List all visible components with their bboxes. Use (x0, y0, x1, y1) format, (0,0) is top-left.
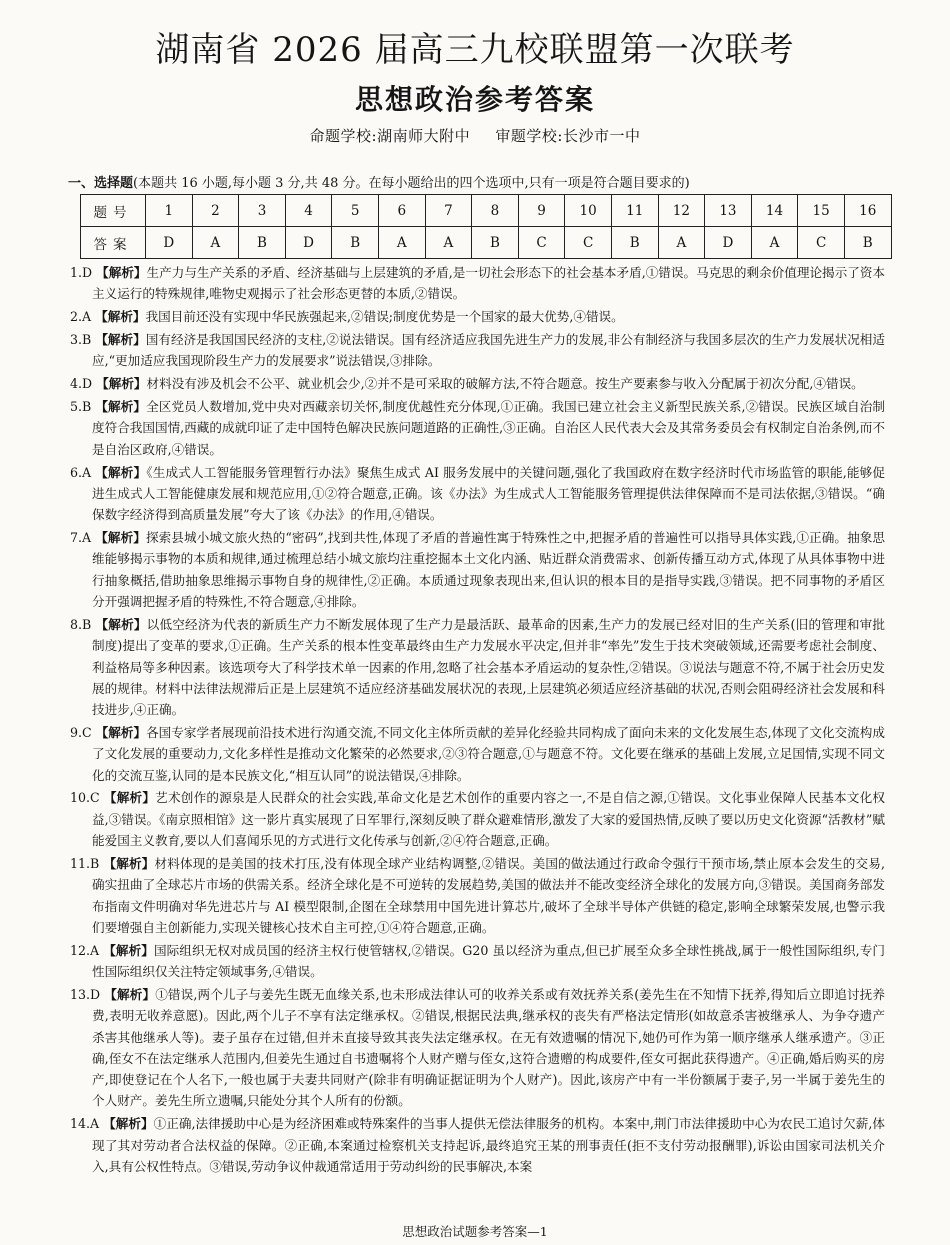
reviewer-school: 审题学校:长沙市一中 (495, 127, 641, 145)
question-number-cell: 6 (378, 195, 425, 227)
question-number-cell: 14 (751, 195, 798, 227)
analysis-tag: 【解析】 (96, 376, 147, 392)
item-number-answer: 12.A (70, 942, 100, 958)
analysis-tag: 【解析】 (96, 265, 147, 280)
explanation-list (70, 262, 885, 1179)
explanation-text: 国有经济是我国国民经济的支柱,②说法错误。国有经济适应我国先进生产力的发展,非公有制经济与我国多层次的生产力发展状况相适应,“更加适应我国现阶段生产力的发展要求”说法错误,③排除。 (92, 332, 886, 369)
answer-cell: A (378, 227, 425, 259)
explanation-item (70, 262, 885, 305)
analysis-tag: 【解析】 (95, 530, 146, 546)
answer-table-row-head: 题号 (81, 195, 146, 227)
question-number-cell: 16 (844, 195, 891, 227)
explanation-item (70, 373, 885, 394)
item-number-answer: 2.A (70, 309, 92, 325)
explanation-text: ①错误,两个儿子与姜先生既无血缘关系,也未形成法律认可的收养关系或有效抚养关系(姜先生在不知情下抚养,得知后立即追讨抚养费,表明无收养意愿)。因此,两个儿子不享有法定继承权。②错误,根据民法典,继承权的丧失有严格法定情形(如故意杀害被继承人、为争夺遗产杀害其他继承人等)。妻子虽存在过错,但并未直接导致其丧失法定继承权。在无有效遗嘱的情况下,她仍可作为第一顺序继承人继承遗产。③正确,侄女不在法定继承人范围内,但姜先生通过自书遗嘱将个人财产赠与侄女,这符合遗赠的构成要件,侄女可据此获得遗产。④正确,婚后购买的房产,即使登记在个人名下,一般也属于夫妻共同财产(除非有明确证据证明为个人财产)。因此,该房产中有一半份额属于妻子,另一半属于姜先生的个人财产。姜先生所立遗嘱,只能处分其个人所有的份额。 (92, 986, 885, 1109)
answer-cell: C (565, 227, 612, 259)
question-number-cell: 7 (425, 195, 472, 227)
answer-cell: B (332, 227, 379, 259)
explanation-item (70, 940, 885, 983)
explanation-item (70, 984, 885, 1112)
item-number-answer: 7.A (70, 530, 92, 546)
explanation-item (70, 722, 885, 786)
question-number-cell: 10 (565, 195, 612, 227)
explanation-text: 材料体现的是美国的技术打压,没有体现全球产业结构调整,②错误。美国的做法通过行政命令强行干预市场,禁止原本会发生的交易,确实扭曲了全球芯片市场的供需关系。经济全球化是不可逆转的发展趋势,美国的做法并不能改变经济全球化的发展方向,③错误。美国商务部发布指南文件明确对华先进芯片与 AI 模型限制,企图在全球禁用中国先进计算芯片,破坏了全球半导体产供链的稳定,影响全球繁荣发展,也警示我们要增强自主创新能力,实现关键核心技术自主可控,①④符合题意,正确。 (92, 855, 886, 935)
school-info (0, 125, 950, 146)
item-number-answer: 3.B (70, 332, 92, 348)
answer-cell: A (192, 227, 239, 259)
explanation-item (70, 329, 885, 372)
setter-school: 命题学校:湖南师大附中 (309, 127, 471, 145)
question-number-cell: 5 (332, 195, 379, 227)
explanation-item (70, 462, 885, 526)
item-number-answer: 4.D (70, 376, 93, 392)
explanation-item (70, 614, 885, 720)
answer-cell: B (239, 227, 286, 259)
item-number-answer: 5.B (70, 399, 92, 415)
explanation-text: 材料没有涉及机会不公平、就业机会少,②并不是可采取的破解方法,不符合题意。按生产要素参与收入分配属于初次分配,④错误。 (146, 376, 864, 392)
answer-table-number-row (81, 195, 892, 227)
question-number-cell: 13 (705, 195, 752, 227)
analysis-tag: 【解析】 (95, 332, 146, 348)
answer-table-answer-row (81, 227, 892, 259)
question-number-cell: 1 (146, 195, 193, 227)
answer-cell: A (751, 227, 798, 259)
explanation-item (70, 787, 885, 851)
exam-title: 湖南省 2026 届高三九校联盟第一次联考 (155, 30, 795, 70)
answer-cell: C (798, 227, 845, 259)
item-number-answer: 8.B (70, 616, 92, 632)
answer-cell: B (611, 227, 658, 259)
answer-table-row-head: 答案 (81, 227, 146, 259)
item-number-answer: 11.B (70, 855, 100, 871)
question-number-cell: 15 (798, 195, 845, 227)
analysis-tag: 【解析】 (95, 464, 147, 480)
analysis-tag: 【解析】 (104, 986, 156, 1002)
explanation-text: 各国专家学者展现前沿技术进行沟通交流,不同文化主体所贡献的差异化经验共同构成了面向未来的文化发展生态,体现了文化交流构成了文化发展的重要动力,文化多样性是推动文化繁荣的必然要求,②③符合题意,①与题意不符。文化要在继承的基础上发展,立足国情,实现不同文化的交流互鉴,认同的是本民族文化,“相互认同”的说法错误,④排除。 (92, 724, 885, 783)
question-number-cell: 2 (192, 195, 239, 227)
explanation-text: 生产力与生产关系的矛盾、经济基础与上层建筑的矛盾,是一切社会形态下的社会基本矛盾,①错误。马克思的剩余价值理论揭示了资本主义运行的特殊规律,唯物史观揭示了社会形态更替的本质,②错误。 (92, 265, 886, 302)
section-label: 一、选择题 (68, 176, 134, 191)
answer-cell: D (705, 227, 752, 259)
explanation-text: 我国目前还没有实现中华民族强起来,②错误;制度优势是一个国家的最大优势,④错误。 (145, 309, 624, 325)
explanation-item (70, 1113, 885, 1177)
document-subtitle: 思想政治参考答案 (354, 83, 595, 116)
page-footer: 思想政治试题参考答案—1 (402, 1224, 548, 1239)
analysis-tag: 【解析】 (103, 790, 156, 806)
explanation-text: 全区党员人数增加,党中央对西藏亲切关怀,制度优越性充分体现,①正确。我国已建立社会主义新型民族关系,②错误。民族区域自治制度符合我国国情,西藏的成就印证了走中国特色解决民族问题道路的正确性,③正确。自治区人民代表大会及其常务委员会有权制定自治条例,而不是自治区政府,④错误。 (92, 399, 885, 457)
answer-cell: B (844, 227, 891, 259)
item-number-answer: 1.D (70, 265, 93, 280)
section-description: (本题共 16 小题,每小题 3 分,共 48 分。在每小题给出的四个选项中,只有一项是符合题目要求的) (133, 176, 690, 191)
explanation-text: 艺术创作的源泉是人民群众的社会实践,革命文化是艺术创作的重要内容之一,不是自信之源,①错误。文化事业保障人民基本文化权益,③错误。《南京照相馆》这一影片真实展现了日军罪行,深刻反映了群众避难情形,激发了大家的爱国热情,反映了要以历史文化资源“活教材”赋能爱国主义教育,要以人们喜闻乐见的方式进行文化传承与创新,②④符合题意,正确。 (92, 790, 886, 849)
analysis-tag: 【解析】 (95, 399, 147, 415)
explanation-item (70, 853, 885, 938)
answer-cell: D (285, 227, 332, 259)
answer-cell: D (146, 227, 193, 259)
analysis-tag: 【解析】 (95, 616, 147, 632)
answer-cell: B (472, 227, 519, 259)
explanation-text: 探索县城小城文旅火热的“密码”,找到共性,体现了矛盾的普遍性寓于特殊性之中,把握矛盾的普遍性可以指导具体实践,①正确。抽象思维能够揭示事物的本质和规律,通过梳理总结小城文旅均注重挖掘本土文化内涵、贴近群众消费需求、创新传播互动方式,体现了从具体事物中进行抽象概括,借助抽象思维揭示事物自身的规律性,②正确。本质通过现象表现出来,但认识的根本目的是指导实践,③错误。把不同事物的矛盾区分开强调把握矛盾的特殊性,不符合题意,④排除。 (92, 530, 886, 610)
question-number-cell: 4 (285, 195, 332, 227)
question-number-cell: 9 (518, 195, 565, 227)
question-number-cell: 12 (658, 195, 705, 227)
answer-cell: C (518, 227, 565, 259)
explanation-item (70, 396, 885, 460)
item-number-answer: 14.A (70, 1116, 100, 1132)
section-heading (68, 172, 898, 191)
analysis-tag: 【解析】 (103, 942, 154, 958)
item-number-answer: 6.A (70, 464, 92, 480)
analysis-tag: 【解析】 (95, 724, 147, 740)
explanation-text: ①正确,法律援助中心是为经济困难或特殊案件的当事人提供无偿法律服务的机构。本案中,荆门市法律援助中心为农民工追讨欠薪,体现了其对劳动者合法权益的保障。②正确,本案通过检察机关支持起诉,最终追究王某的刑事责任(拒不支付劳动报酬罪),诉讼由国家司法机关介入,具有公权性特点。③错误,劳动争议仲裁通常适用于劳动纠纷的民事解决,本案 (92, 1116, 885, 1174)
answer-cell: A (425, 227, 472, 259)
item-number-answer: 9.C (70, 724, 92, 740)
explanation-text: 以低空经济为代表的新质生产力不断发展体现了生产力是最活跃、最革命的因素,生产力的发展已经对旧的生产关系(旧的管理和审批制度)提出了变革的要求,①正确。生产关系的根本性变革最终由生产力发展水平决定,但并非“率先”发生于技术突破领域,还需要考虑社会制度、利益格局等多种因素。该选项夸大了科学技术单一因素的作用,忽略了社会基本矛盾运动的复杂性,②错误。③说法与题意不符,不属于社会历史发展的规律。材料中法律法规滞后正是上层建筑不适应经济基础发展状况的表现,上层建筑必须适应经济基础的状况,否则会阻碍经济社会发展和科技进步,④正确。 (92, 616, 885, 718)
question-number-cell: 11 (611, 195, 658, 227)
analysis-tag: 【解析】 (103, 1116, 154, 1132)
explanation-text: 《生成式人工智能服务管理暂行办法》聚焦生成式 AI 服务发展中的关键问题,强化了我国政府在数字经济时代市场监管的职能,能够促进生成式人工智能健康发展和规范应用,①②符合题意,正确。该《办法》为生成式人工智能服务管理提供法律保障而不是司法依据,③错误。“确保数字经济得到高质量发展”夸大了该《办法》的作用,④错误。 (92, 464, 885, 523)
item-number-answer: 13.D (70, 986, 101, 1002)
explanation-text: 国际组织无权对成员国的经济主权行使管辖权,②错误。G20 虽以经济为重点,但已扩展至众多全球性挑战,属于一般性国际组织,专门性国际组织仅关注特定领域事务,④错误。 (92, 942, 885, 980)
question-number-cell: 8 (472, 195, 519, 227)
answer-table (80, 194, 892, 259)
item-number-answer: 10.C (70, 790, 100, 806)
explanation-item (70, 527, 885, 612)
explanation-item (70, 306, 885, 327)
answer-cell: A (658, 227, 705, 259)
analysis-tag: 【解析】 (95, 309, 146, 325)
question-number-cell: 3 (239, 195, 286, 227)
analysis-tag: 【解析】 (103, 855, 155, 871)
